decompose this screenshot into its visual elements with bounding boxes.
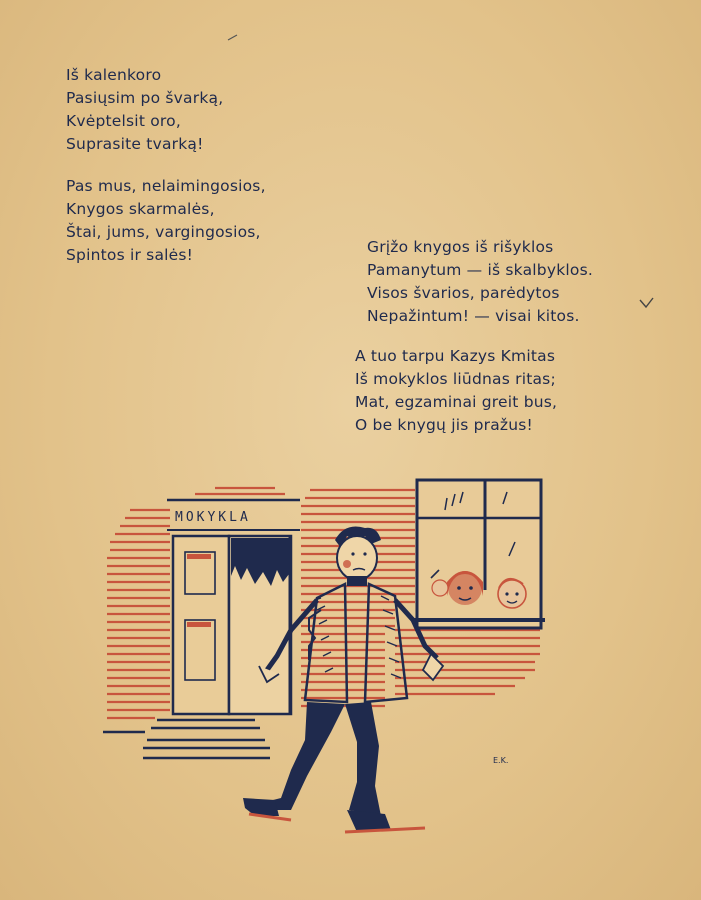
sign-text: MOKYKLA xyxy=(175,510,251,525)
wall-hatching-left xyxy=(107,510,170,718)
poem-line: Štai, jums, vargingosios, xyxy=(66,223,261,241)
poem-line: Suprasite tvarką! xyxy=(66,135,204,153)
school-scene-illustration xyxy=(95,470,555,850)
classroom-window xyxy=(413,480,545,628)
check-mark-icon xyxy=(638,296,656,310)
school-sign xyxy=(167,500,300,530)
stanza-1 xyxy=(66,64,223,156)
ink-speck-mark xyxy=(226,32,240,42)
poem-line: Grįžo knygos iš rišyklos xyxy=(367,238,554,256)
poem-line: O be knygų jis pražus! xyxy=(355,416,533,434)
poem-line: Spintos ir salės! xyxy=(66,246,194,264)
school-door xyxy=(173,536,291,714)
stanza-3 xyxy=(367,236,593,328)
poem-line: Pamanytum — iš skalbyklos. xyxy=(367,261,593,279)
boy-face-in-window xyxy=(498,579,526,608)
poem-line: Visos švarios, parėdytos xyxy=(367,284,560,302)
school-steps xyxy=(103,720,270,758)
poem-line: Mat, egzaminai greit bus, xyxy=(355,393,558,411)
poem-line: A tuo tarpu Kazys Kmitas xyxy=(355,347,556,365)
stanza-2 xyxy=(66,175,266,267)
artist-signature: E.K. xyxy=(493,756,509,765)
poem-line: Iš kalenkoro xyxy=(66,66,162,84)
poem-line: Pasiųsim po švarką, xyxy=(66,89,224,107)
stanza-4 xyxy=(355,345,557,437)
poem-line: Nepažintum! — visai kitos. xyxy=(367,307,580,325)
poem-line: Knygos skarmalės, xyxy=(66,200,215,218)
poem-line: Kvėptelsit oro, xyxy=(66,112,181,130)
poem-line: Iš mokyklos liūdnas ritas; xyxy=(355,370,556,388)
poem-line: Pas mus, nelaimingosios, xyxy=(66,177,266,195)
